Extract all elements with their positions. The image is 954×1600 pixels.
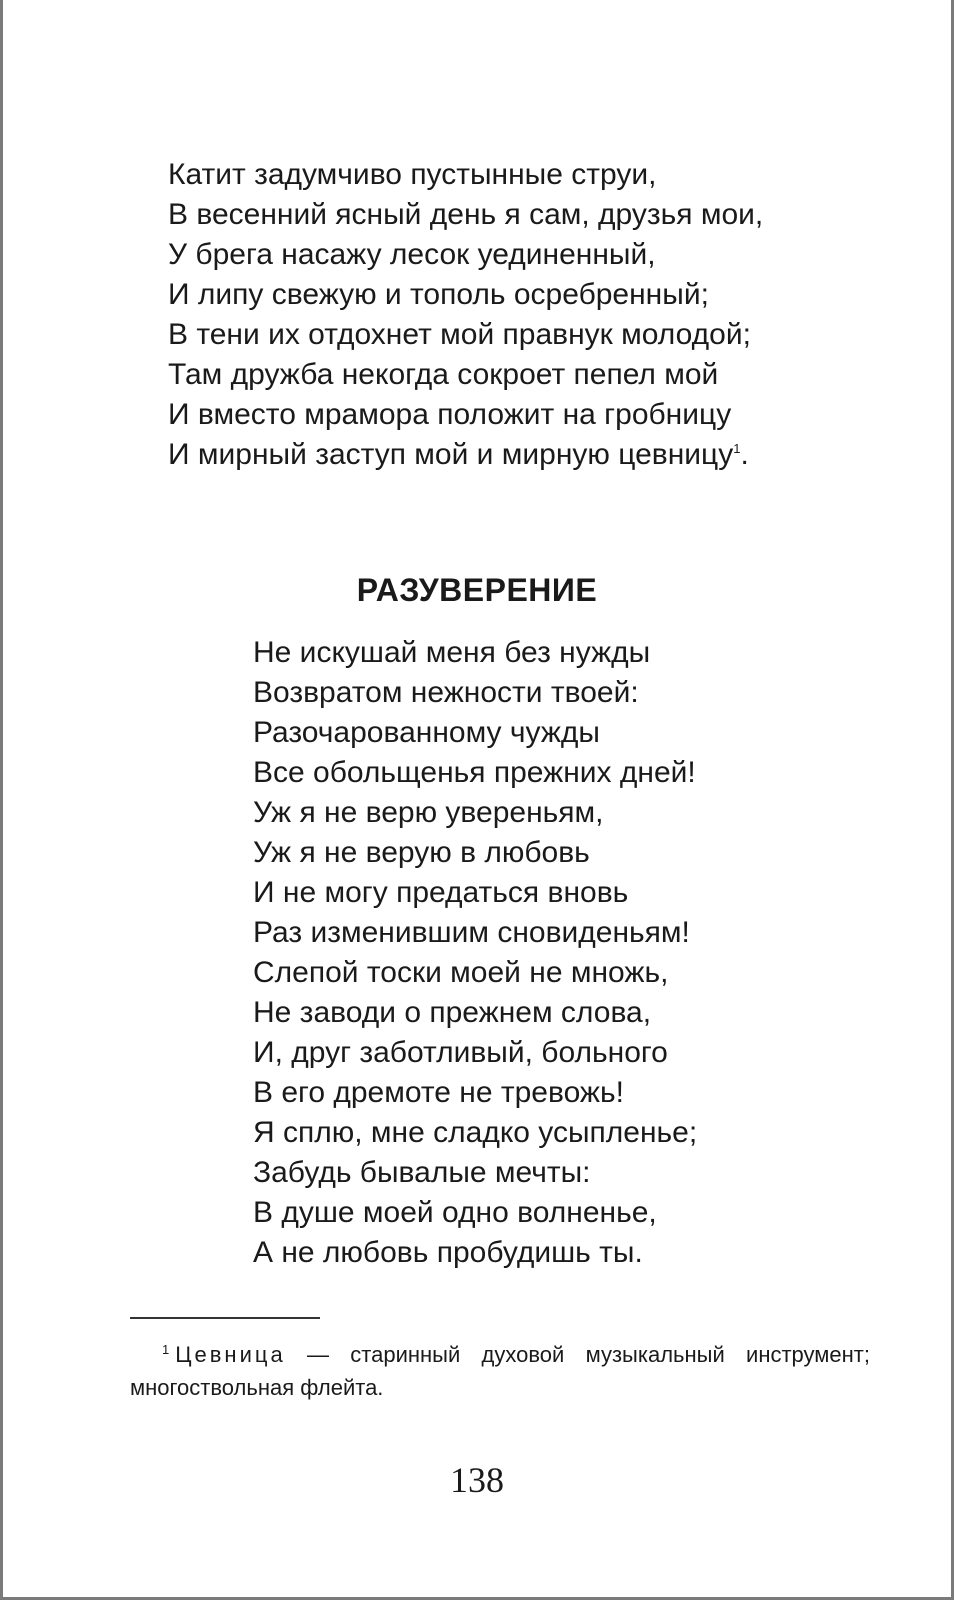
verse-line: Я сплю, мне сладко усыпленье; — [253, 1116, 698, 1149]
footnote-marker: 1 — [162, 1341, 170, 1357]
verse-top — [168, 155, 763, 475]
verse-line: И не могу предаться вновь — [253, 876, 629, 909]
verse-line: Забудь бывалые мечты: — [253, 1156, 591, 1189]
verse-line: В его дремоте не тревожь! — [253, 1076, 624, 1109]
verse-line-punct: . — [740, 438, 749, 471]
verse-line: Все обольщенья прежних дней! — [253, 756, 696, 789]
verse-line: В душе моей одно волненье, — [253, 1196, 657, 1229]
verse-line: И липу свежую и тополь осребренный; — [168, 278, 709, 311]
page-edge-left — [0, 0, 3, 1600]
poem-title: РАЗУВЕРЕНИЕ — [356, 572, 598, 608]
poem-body — [253, 633, 697, 1273]
verse-line: Возвратом нежности твоей: — [253, 676, 639, 709]
verse-line: Уж я не верю увереньям, — [253, 796, 604, 829]
verse-line: В весенний ясный день я сам, друзья мои, — [168, 198, 764, 231]
verse-line: А не любовь пробудишь ты. — [253, 1236, 643, 1269]
verse-line: И вместо мрамора положит на гробницу — [168, 398, 732, 431]
verse-line: Не заводи о прежнем слова, — [253, 996, 652, 1029]
verse-line: Раз изменившим сновиденьям! — [253, 916, 690, 949]
verse-line: Уж я не верую в любовь — [253, 836, 590, 869]
footnote-divider — [130, 1317, 320, 1319]
footnote — [130, 1338, 870, 1404]
verse-line: У брега насажу лесок уединенный, — [168, 238, 656, 271]
verse-line: Не искушай меня без нужды — [253, 636, 651, 669]
verse-line: И, друг заботливый, больного — [253, 1036, 668, 1069]
verse-line: Разочарованному чужды — [253, 716, 600, 749]
footnote-term: Цевница — [175, 1342, 286, 1367]
verse-line: Там дружба некогда сокроет пепел мой — [168, 358, 719, 391]
verse-line: Катит задумчиво пустынные струи, — [168, 158, 657, 191]
verse-line-with-footnote — [168, 435, 763, 475]
verse-line: Слепой тоски моей не множь, — [253, 956, 669, 989]
footnote-text: — старинный духовой музыкальный инструмент; многоствольная флейта. — [130, 1342, 870, 1400]
page-number: 138 — [450, 1460, 504, 1500]
verse-line: В тени их отдохнет мой правнук молодой; — [168, 318, 751, 351]
verse-line-text: И мирный заступ мой и мирную цевницу — [168, 438, 734, 471]
footnote-reference[interactable]: 1 — [733, 441, 741, 456]
